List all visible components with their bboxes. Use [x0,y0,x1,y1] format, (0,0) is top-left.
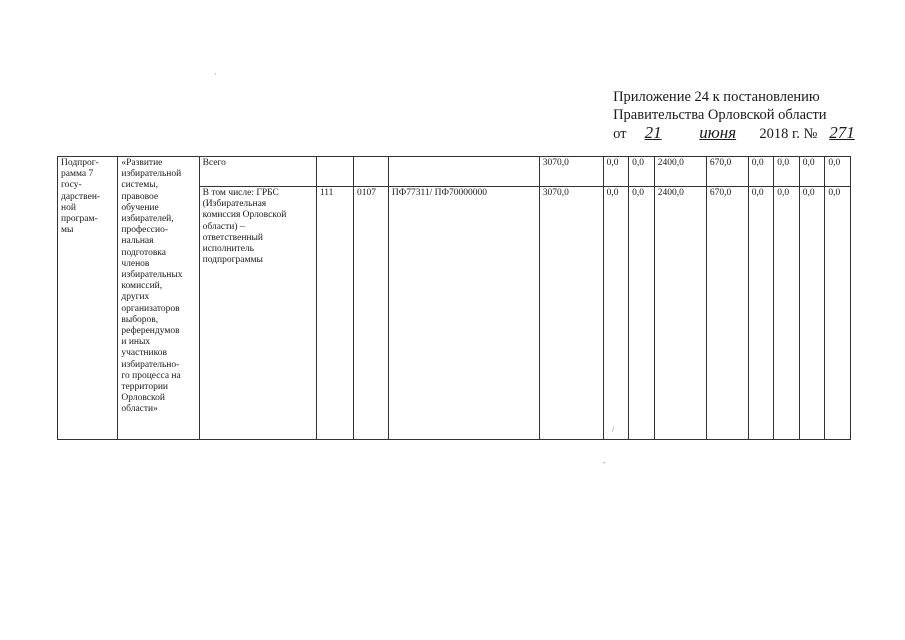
year-cell: 0,0 [603,157,629,187]
total-cell: 3070,0 [539,187,603,440]
year-cell: 0,0 [629,157,655,187]
executor-cell: В том числе: ГРБС (Избирательная комиссия Орловской области) – ответственный исполнитель подпрограммы [199,187,316,440]
grbs-cell: 111 [316,187,353,440]
rz-cell [354,157,389,187]
csr-cell: ПФ77311/ ПФ70000000 [388,187,539,440]
year-cell: 2400,0 [654,187,706,440]
csr-cell [388,157,539,187]
executor-cell: Всего [199,157,316,187]
total-cell: 3070,0 [539,157,603,187]
scan-mark: - [603,458,606,467]
year-cell: 0,0 [825,157,851,187]
year-cell: 0,0 [799,187,825,440]
header-month: июня [699,123,737,142]
header-prefix: от [613,126,627,142]
year-cell: 0,0 [748,157,774,187]
table-row [58,157,851,187]
year-cell: 670,0 [706,187,748,440]
year-cell: 0,0 [825,187,851,440]
budget-table [57,156,851,440]
header-line-3 [613,124,863,143]
year-cell: 0,0 [629,187,655,440]
header-year: 2018 г. № [759,126,818,142]
scan-mark: ` [214,72,217,81]
year-cell: 0,0 [603,187,629,440]
year-cell: 2400,0 [654,157,706,187]
year-cell: 670,0 [706,157,748,187]
subprogram-cell: Подпрог- рамма 7 госу- дарствен- ной програм- мы [58,157,118,440]
year-cell: 0,0 [774,157,800,187]
document-header [613,88,863,143]
year-cell: 0,0 [774,187,800,440]
program-name-cell: «Развитие избирательной системы, правовое обучение избирателей, профессио- нальная подготовка членов избирательных комиссий, других организаторов выборов, референдумов и иных участников избирательно- го процесса на территории Орловской области» [118,157,199,440]
header-line-2: Правительства Орловской области [613,107,827,123]
year-cell: 0,0 [748,187,774,440]
scan-mark: / [612,425,615,434]
header-day: 21 [644,123,662,142]
header-number: 271 [829,123,855,142]
grbs-cell [316,157,353,187]
rz-cell: 0107 [354,187,389,440]
header-line-1: Приложение 24 к постановлению [613,89,820,105]
year-cell: 0,0 [799,157,825,187]
